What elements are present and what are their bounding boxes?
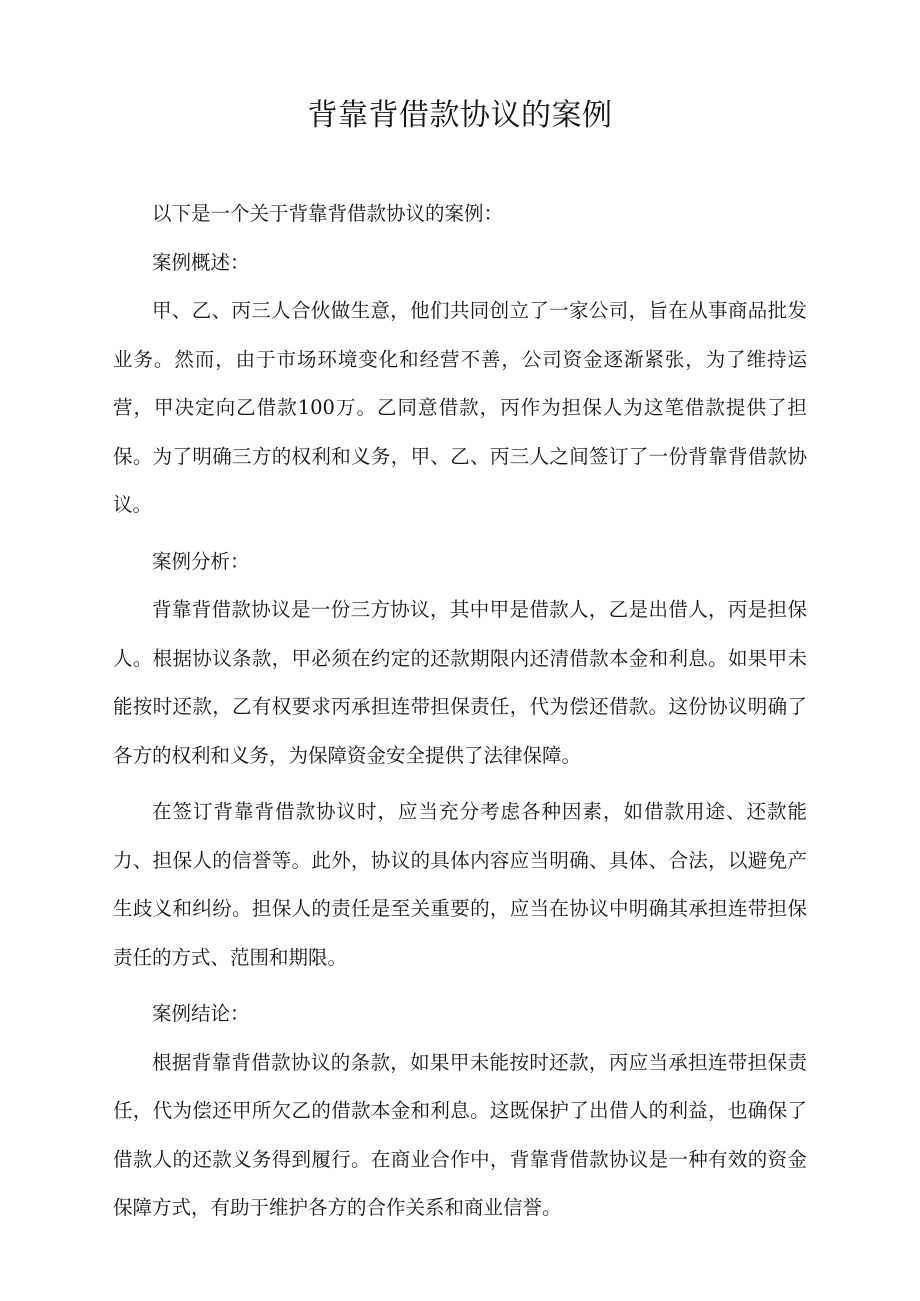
document-body: [113, 190, 807, 1233]
section-heading-conclusion: 案例结论：: [152, 1002, 250, 1025]
overview-paragraph: 甲、乙、丙三人合伙做生意，他们共同创立了一家公司，旨在从事商品批发业务。然而，由于市场环境变化和经营不善，公司资金逐渐紧张，为了维持运营，甲决定向乙借款100万。乙同意借款，丙作为担保人为这笔借款提供了担保。为了明确三方的权利和义务，甲、乙、丙三人之间签订了一份背靠背借款协议。: [113, 299, 807, 516]
section-heading-overview: 案例概述：: [152, 250, 250, 274]
analysis-paragraph: 背靠背借款协议是一份三方协议，其中甲是借款人，乙是出借人，丙是担保人。根据协议条款，甲必须在约定的还款期限内还清借款本金和利息。如果甲未能按时还款，乙有权要求丙承担连带担保责任，代为偿还借款。这份协议明确了各方的权利和义务，为保障资金安全提供了法律保障。: [113, 598, 807, 767]
document-title: 背靠背借款协议的案例: [307, 98, 613, 133]
section-heading-analysis: 案例分析：: [152, 549, 250, 573]
conclusion-paragraph: 根据背靠背借款协议的条款，如果甲未能按时还款，丙应当承担连带担保责任，代为偿还甲所欠乙的借款本金和利息。这既保护了出借人的利益，也确保了借款人的还款义务得到履行。在商业合作中，背靠背借款协议是一种有效的资金保障方式，有助于维护各方的合作关系和商业信誉。: [113, 1050, 807, 1219]
intro-paragraph: 以下是一个关于背靠背借款协议的案例：: [152, 202, 504, 225]
considerations-paragraph: 在签订背靠背借款协议时，应当充分考虑各种因素，如借款用途、还款能力、担保人的信誉等。此外，协议的具体内容应当明确、具体、合法，以避免产生歧义和纠纷。担保人的责任是至关重要的，应当在协议中明确其承担连带担保责任的方式、范围和期限。: [113, 800, 807, 969]
